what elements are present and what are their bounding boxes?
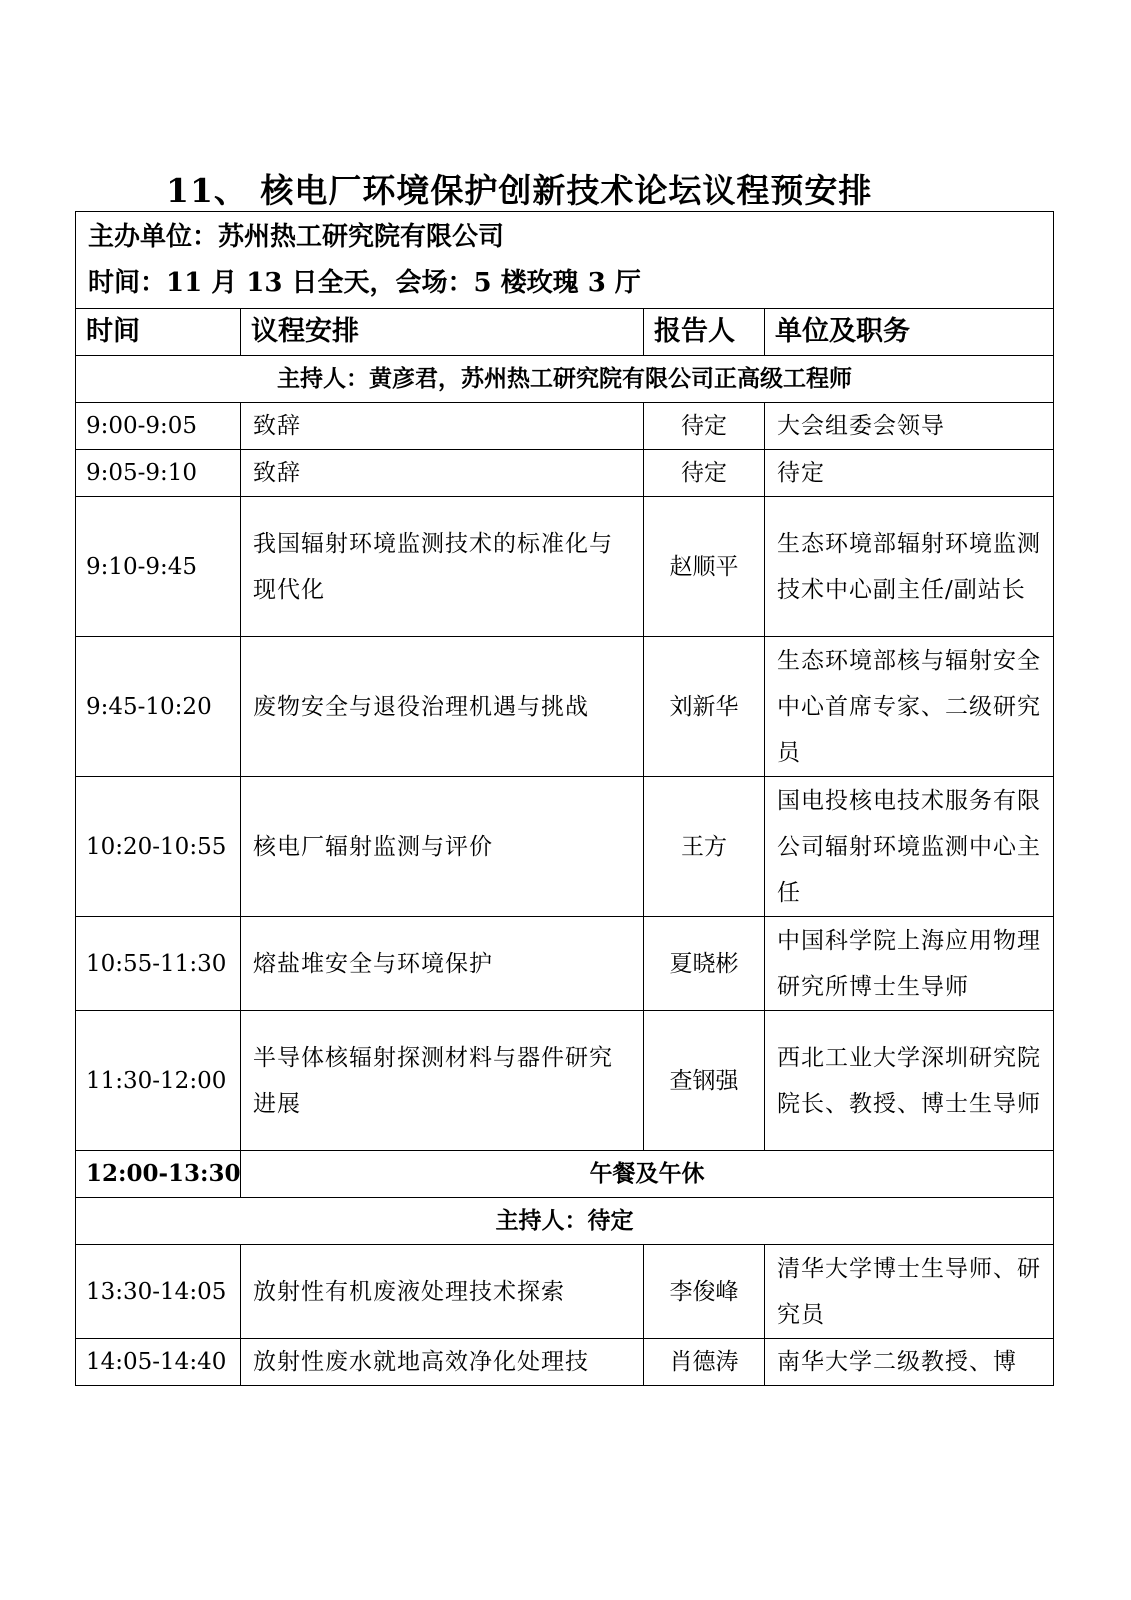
topic-cell: 半导体核辐射探测材料与器件研究进展 bbox=[241, 1011, 644, 1151]
header-agenda: 议程安排 bbox=[241, 309, 644, 356]
table-row bbox=[76, 497, 1054, 637]
topic-cell: 废物安全与退役治理机遇与挑战 bbox=[241, 637, 644, 777]
time-cell: 11:30-12:00 bbox=[76, 1011, 241, 1151]
agenda-table bbox=[75, 211, 1054, 1386]
org-cell: 南华大学二级教授、博 bbox=[765, 1339, 1054, 1386]
lunch-row bbox=[76, 1151, 1054, 1198]
host-row bbox=[76, 1198, 1054, 1245]
topic-cell: 我国辐射环境监测技术的标准化与现代化 bbox=[241, 497, 644, 637]
table-row bbox=[76, 403, 1054, 450]
topic-cell: 核电厂辐射监测与评价 bbox=[241, 777, 644, 917]
info-row bbox=[76, 212, 1054, 309]
time-cell: 14:05-14:40 bbox=[76, 1339, 241, 1386]
speaker-cell: 待定 bbox=[644, 450, 765, 497]
header-org: 单位及职务 bbox=[765, 309, 1054, 356]
table-row bbox=[76, 1245, 1054, 1339]
header-row bbox=[76, 309, 1054, 356]
org-cell: 西北工业大学深圳研究院院长、教授、博士生导师 bbox=[765, 1011, 1054, 1151]
org-cell: 大会组委会领导 bbox=[765, 403, 1054, 450]
header-speaker: 报告人 bbox=[644, 309, 765, 356]
host-row bbox=[76, 356, 1054, 403]
time-cell: 10:20-10:55 bbox=[76, 777, 241, 917]
speaker-cell: 李俊峰 bbox=[644, 1245, 765, 1339]
time-cell: 9:10-9:45 bbox=[76, 497, 241, 637]
organizer-text: 主办单位：苏州热工研究院有限公司 bbox=[88, 222, 505, 252]
time-venue-text: 时间：11 月 13 日全天，会场：5 楼玫瑰 3 厅 bbox=[88, 268, 641, 298]
host-text: 主持人：待定 bbox=[76, 1198, 1054, 1245]
speaker-cell: 夏晓彬 bbox=[644, 917, 765, 1011]
time-cell: 13:30-14:05 bbox=[76, 1245, 241, 1339]
org-cell: 清华大学博士生导师、研究员 bbox=[765, 1245, 1054, 1339]
org-cell: 生态环境部核与辐射安全中心首席专家、二级研究员 bbox=[765, 637, 1054, 777]
topic-cell: 放射性有机废液处理技术探索 bbox=[241, 1245, 644, 1339]
topic-cell: 致辞 bbox=[241, 403, 644, 450]
org-cell: 国电投核电技术服务有限公司辐射环境监测中心主任 bbox=[765, 777, 1054, 917]
topic-cell: 致辞 bbox=[241, 450, 644, 497]
org-cell: 生态环境部辐射环境监测技术中心副主任/副站长 bbox=[765, 497, 1054, 637]
table-row bbox=[76, 637, 1054, 777]
time-cell: 10:55-11:30 bbox=[76, 917, 241, 1011]
topic-cell: 熔盐堆安全与环境保护 bbox=[241, 917, 644, 1011]
time-cell: 9:45-10:20 bbox=[76, 637, 241, 777]
speaker-cell: 赵顺平 bbox=[644, 497, 765, 637]
table-row bbox=[76, 917, 1054, 1011]
lunch-label: 午餐及午休 bbox=[241, 1151, 1054, 1198]
topic-cell: 放射性废水就地高效净化处理技 bbox=[241, 1339, 644, 1386]
speaker-cell: 待定 bbox=[644, 403, 765, 450]
time-cell: 9:00-9:05 bbox=[76, 403, 241, 450]
speaker-cell: 查钢强 bbox=[644, 1011, 765, 1151]
table-row bbox=[76, 450, 1054, 497]
page-title: 11、 核电厂环境保护创新技术论坛议程预安排 bbox=[166, 171, 873, 210]
org-cell: 待定 bbox=[765, 450, 1054, 497]
speaker-cell: 刘新华 bbox=[644, 637, 765, 777]
time-cell: 9:05-9:10 bbox=[76, 450, 241, 497]
host-text: 主持人：黄彦君，苏州热工研究院有限公司正高级工程师 bbox=[76, 356, 1054, 403]
table-row bbox=[76, 1339, 1054, 1386]
table-row bbox=[76, 777, 1054, 917]
speaker-cell: 王方 bbox=[644, 777, 765, 917]
org-cell: 中国科学院上海应用物理研究所博士生导师 bbox=[765, 917, 1054, 1011]
speaker-cell: 肖德涛 bbox=[644, 1339, 765, 1386]
table-row bbox=[76, 1011, 1054, 1151]
lunch-time: 12:00-13:30 bbox=[76, 1151, 241, 1198]
info-cell bbox=[76, 212, 1054, 309]
header-time: 时间 bbox=[76, 309, 241, 356]
